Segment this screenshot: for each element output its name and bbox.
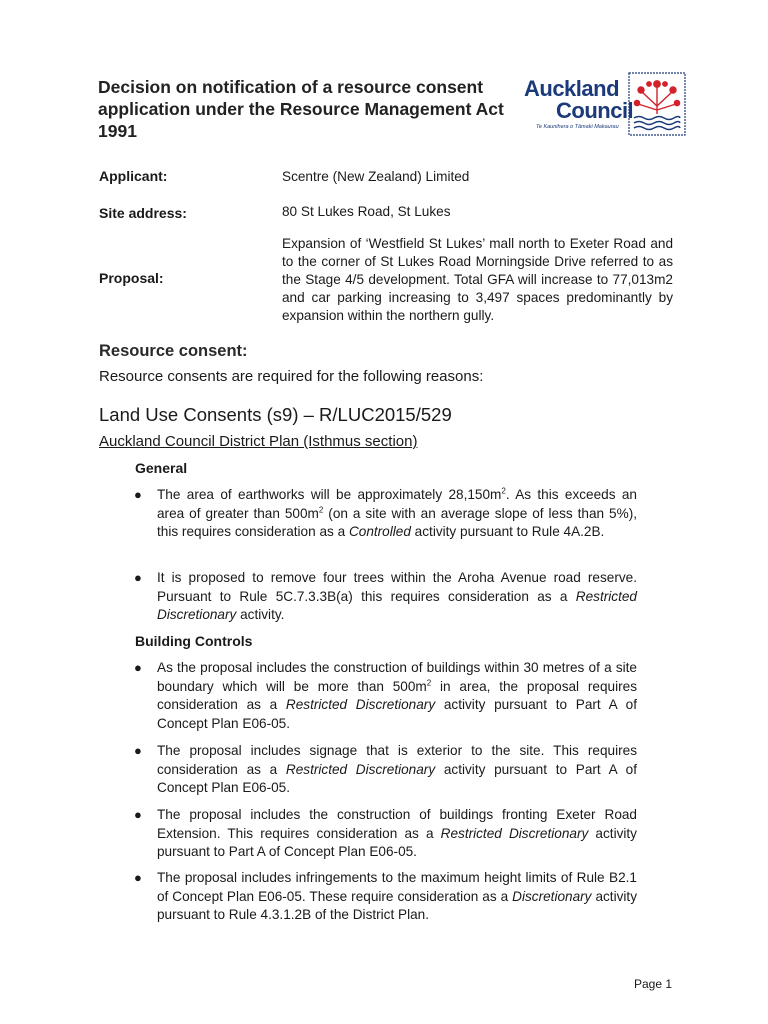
bullet-icon: ● <box>134 660 142 675</box>
applicant-label: Applicant: <box>99 168 168 184</box>
bullet-icon: ● <box>134 743 142 758</box>
applicant-value: Scentre (New Zealand) Limited <box>282 169 470 184</box>
list-item: ● The area of earthworks will be approximately $28,150m^2$. As this exceeds an area of greater than $500m^2$ (on a site with an average slope of less than 5%), this requires consideration as a Controlled activity pursuant to Rule 4A.2B. <box>134 486 637 540</box>
list-item: ● The proposal includes signage that is exterior to the site. This requires consideration as a Restricted Discretionary activity pursuant to Part A of Concept Plan E06-05. <box>134 743 638 796</box>
document-title: Decision on notification of a resource consent application under the Resource Management Act 1991 <box>98 77 504 141</box>
bullet-icon: ● <box>134 807 142 822</box>
land-use-consent-heading: Land Use Consents (s9) – R/LUC2015/529 <box>99 404 452 425</box>
site-address-label: Site address: <box>99 205 187 221</box>
proposal-value: Expansion of ‘Westfield St Lukes’ mall north to Exeter Road and to the corner of St Lukes Road Morningside Drive referred to as the Stage 4/5 development. Total GFA will increase to 77,013m2 and car parking increasing to 3,497 spaces predominantly by expansion within the northern gully. <box>282 236 673 323</box>
resource-consent-intro: Resource consents are required for the following reasons: <box>99 368 484 385</box>
auckland-council-logo <box>520 70 688 140</box>
logo-word-auckland: Auckland <box>524 76 620 101</box>
logo-word-council: Council <box>556 98 634 123</box>
pohutukawa-emblem-icon <box>628 72 686 136</box>
page-number: Page 1 <box>634 977 673 991</box>
list-item: ● As the proposal includes the construction of buildings within 30 metres of a site boundary which will be more than $500m^2$ in area, the proposal requires consideration as a Restricted Discretionary activity pursuant to Part A of Concept Plan E06-05. <box>134 660 638 731</box>
district-plan-heading: Auckland Council District Plan (Isthmus section) <box>99 433 418 450</box>
list-item: ● The proposal includes the construction of buildings fronting Exeter Road Extension. This requires consideration as a Restricted Discretionary activity pursuant to Part A of Concept Plan E06-05. <box>134 807 637 860</box>
bullet-icon: ● <box>134 870 142 885</box>
list-item: ● The proposal includes infringements to the maximum height limits of Rule B2.1 of Concept Plan E06-05. These require consideration as a Discretionary activity pursuant to Rule 4.3.1.2B of the District Plan. <box>134 870 637 923</box>
logo-tagline: Te Kaunihera o Tāmaki Makaurau <box>536 124 619 130</box>
bullet-icon: ● <box>134 487 142 502</box>
building-controls-subheading: Building Controls <box>135 633 253 649</box>
general-subheading: General <box>135 460 188 476</box>
proposal-label: Proposal: <box>99 270 164 286</box>
site-address-value: 80 St Lukes Road, St Lukes <box>282 204 451 219</box>
resource-consent-heading: Resource consent: <box>99 342 248 360</box>
list-item: ● It is proposed to remove four trees within the Aroha Avenue road reserve. Pursuant to Rule 5C.7.3.3B(a) this requires consideration as a Restricted Discretionary activity. <box>134 570 637 623</box>
bullet-icon: ● <box>134 570 142 585</box>
